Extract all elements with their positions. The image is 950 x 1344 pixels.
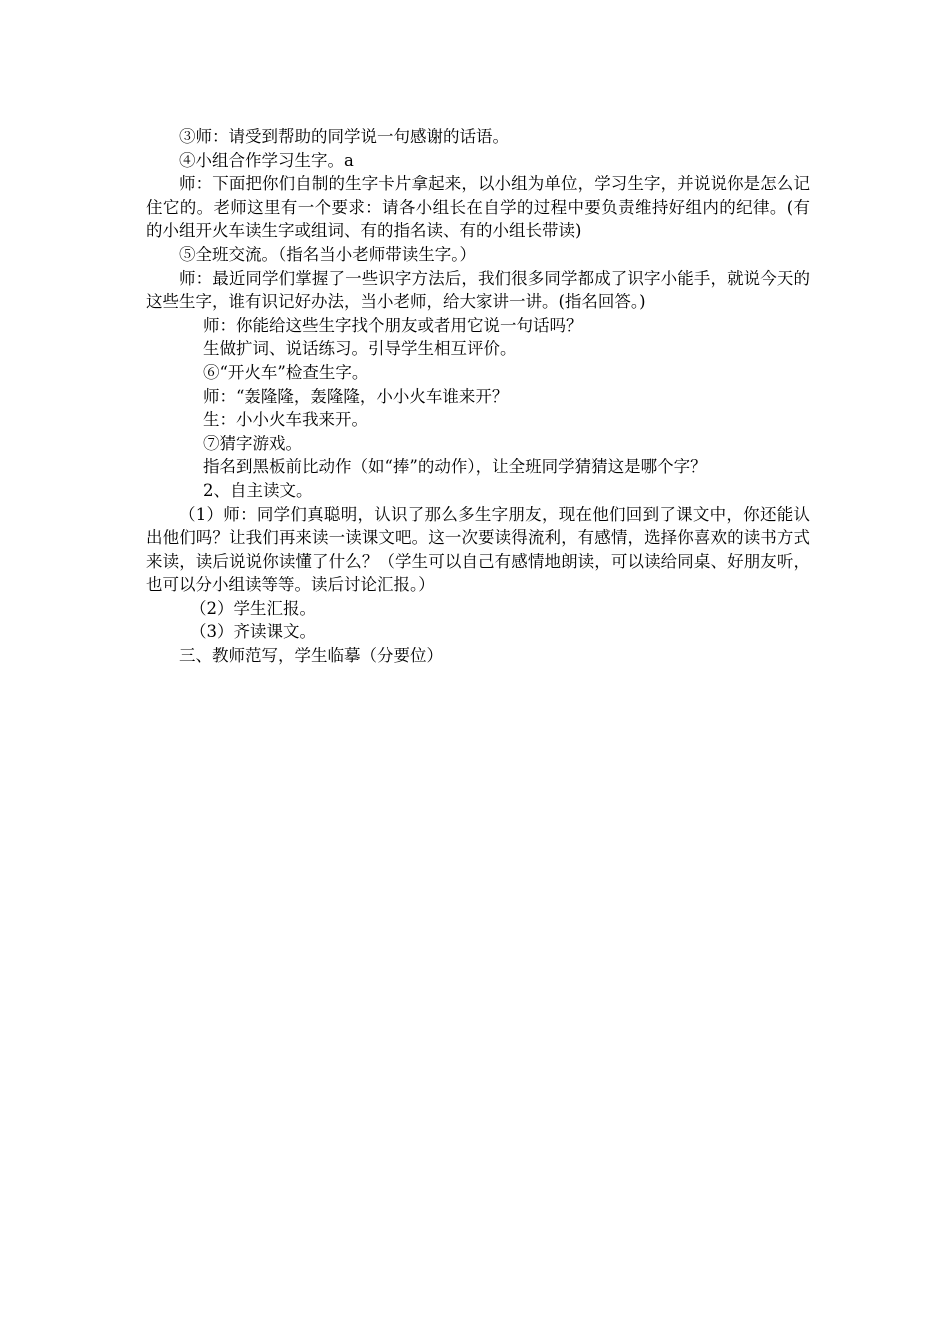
text-line: 指名到黑板前比动作（如“捧”的动作），让全班同学猜猜这是哪个字？ [203, 457, 707, 477]
text-line: ⑦猜字游戏。 [203, 433, 302, 453]
paragraph: 师：下面把你们自制的生字卡片拿起来，以小组为单位，学习生字，并说说你是怎么记住它的。老师这里有一个要求：请各小组长在自学的过程中要负责维持好组内的纪律。(有的小组开火车读生字或组词、有的指名读、有的小组长带读) [146, 174, 810, 241]
text-line: 生做扩词、说话练习。引导学生相互评价。 [203, 339, 517, 359]
text-line: 师：“轰隆隆，轰隆隆，小小火车谁来开？ [203, 386, 509, 406]
text-line: 生：小小火车我来开。 [203, 410, 368, 430]
text-line: ③师：请受到帮助的同学说一句感谢的话语。 [179, 127, 509, 146]
text-line: ④小组合作学习生字。a [179, 150, 354, 170]
text-line: ⑥“开火车”检查生字。 [203, 362, 369, 382]
text-line: （2）学生汇报。 [190, 598, 316, 618]
text-line: 师：你能给这些生字找个朋友或者用它说一句话吗？ [203, 315, 583, 335]
paragraph: （1）师：同学们真聪明，认识了那么多生字朋友，现在他们回到了课文中，你还能认出他们吗？让我们再来读一读课文吧。这一次要读得流利，有感情，选择你喜欢的读书方式来读，读后说说你读懂了什么？（学生可以自己有感情地朗读，可以读给同桌、好朋友听，也可以分小组读等等。读后讨论汇报。） [146, 504, 810, 595]
text-line: 三、教师范写，学生临摹（分要位） [179, 646, 443, 666]
text-line: （3）齐读课文。 [190, 622, 316, 642]
text-line: 2、自主读文。 [203, 480, 313, 500]
paragraph: 师：最近同学们掌握了一些识字方法后，我们很多同学都成了识字小能手，就说今天的这些生字，谁有识记好办法，当小老师，给大家讲一讲。(指名回答。) [146, 268, 810, 312]
document-body [146, 125, 810, 668]
text-line: ⑤全班交流。（指名当小老师带读生字。） [179, 244, 476, 264]
